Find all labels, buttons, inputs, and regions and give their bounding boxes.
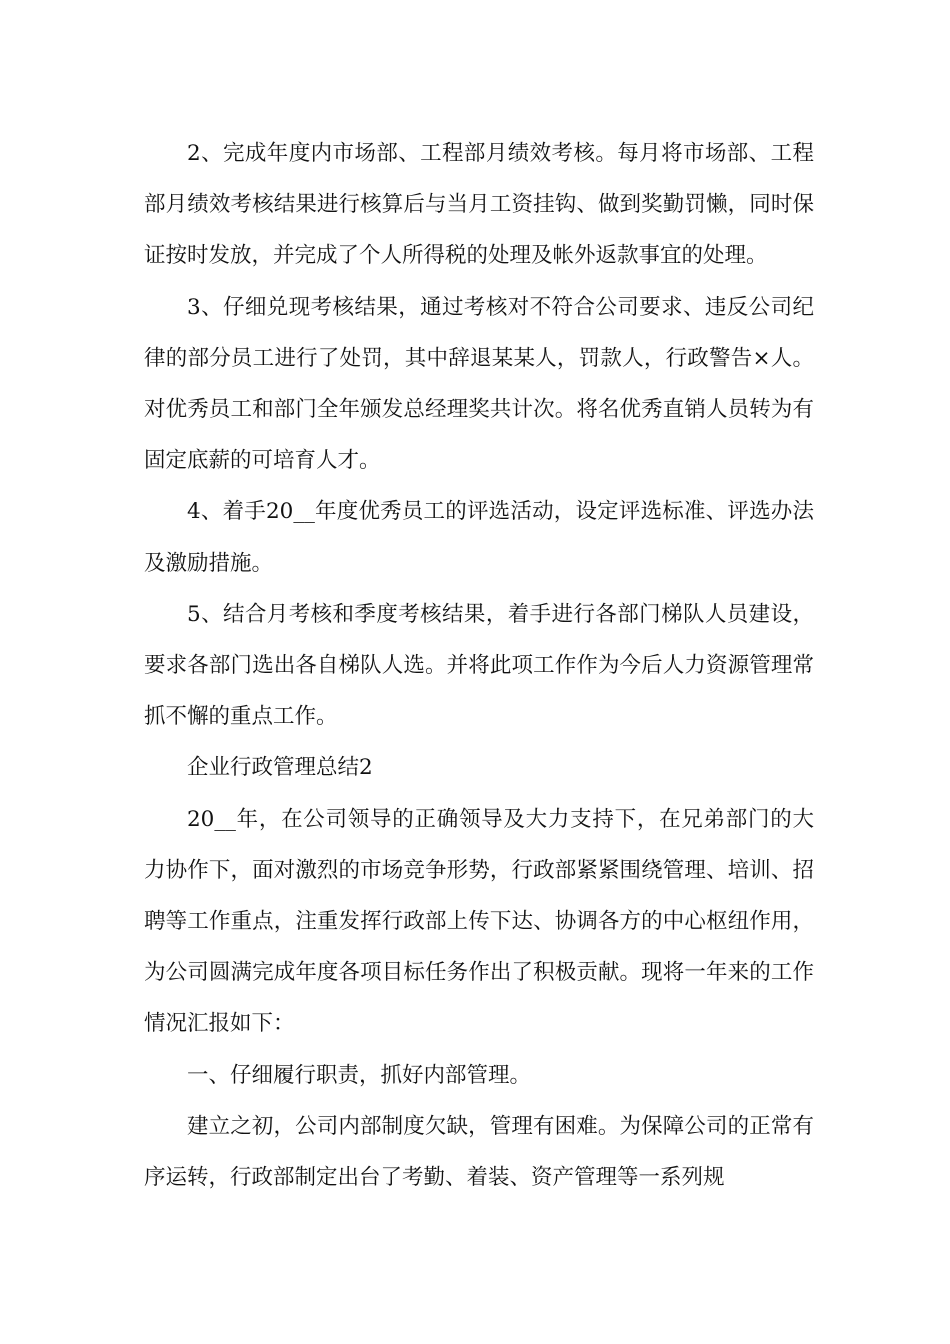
paragraph-item-2: 2、完成年度内市场部、工程部月绩效考核。每月将市场部、工程部月绩效考核结果进行核算后与当月工资挂钩、做到奖勤罚懒，同时保证按时发放，并完成了个人所得税的处理及帐外返款事宜的处理。 [144,141,814,269]
paragraph-item-3: 3、仔细兑现考核结果，通过考核对不符合公司要求、违反公司纪律的部分员工进行了处罚，其中辞退某某人，罚款人，行政警告×人。对优秀员工和部门全年颁发总经理奖共计次。将名优秀直销人员转为有固定底薪的可培育人才。 [144,294,814,474]
paragraph-item-5: 5、结合月考核和季度考核结果，着手进行各部门梯队人员建设，要求各部门选出各自梯队人选。并将此项工作作为今后人力资源管理常抓不懈的重点工作。 [144,601,814,730]
paragraph-item-4: 4、着手20__年度优秀员工的评选活动，设定评选标准、评选办法及激励措施。 [144,499,814,576]
paragraph-body: 建立之初，公司内部制度欠缺，管理有困难。为保障公司的正常有序运转，行政部制定出台了考勤、着装、资产管理等一系列规 [144,1113,814,1191]
subsection-heading: 一、仔细履行职责，抓好内部管理。 [187,1062,532,1088]
paragraph-intro: 20__年，在公司领导的正确领导及大力支持下，在兄弟部门的大力协作下，面对激烈的市场竞争形势，行政部紧紧围绕管理、培训、招聘等工作重点，注重发挥行政部上传下达、协调各方的中心枢纽作用，为公司圆满完成年度各项目标任务作出了积极贡献。现将一年来的工作情况汇报如下： [144,806,814,1037]
section-heading: 企业行政管理总结2 [187,755,373,781]
document-body [144,128,814,1203]
